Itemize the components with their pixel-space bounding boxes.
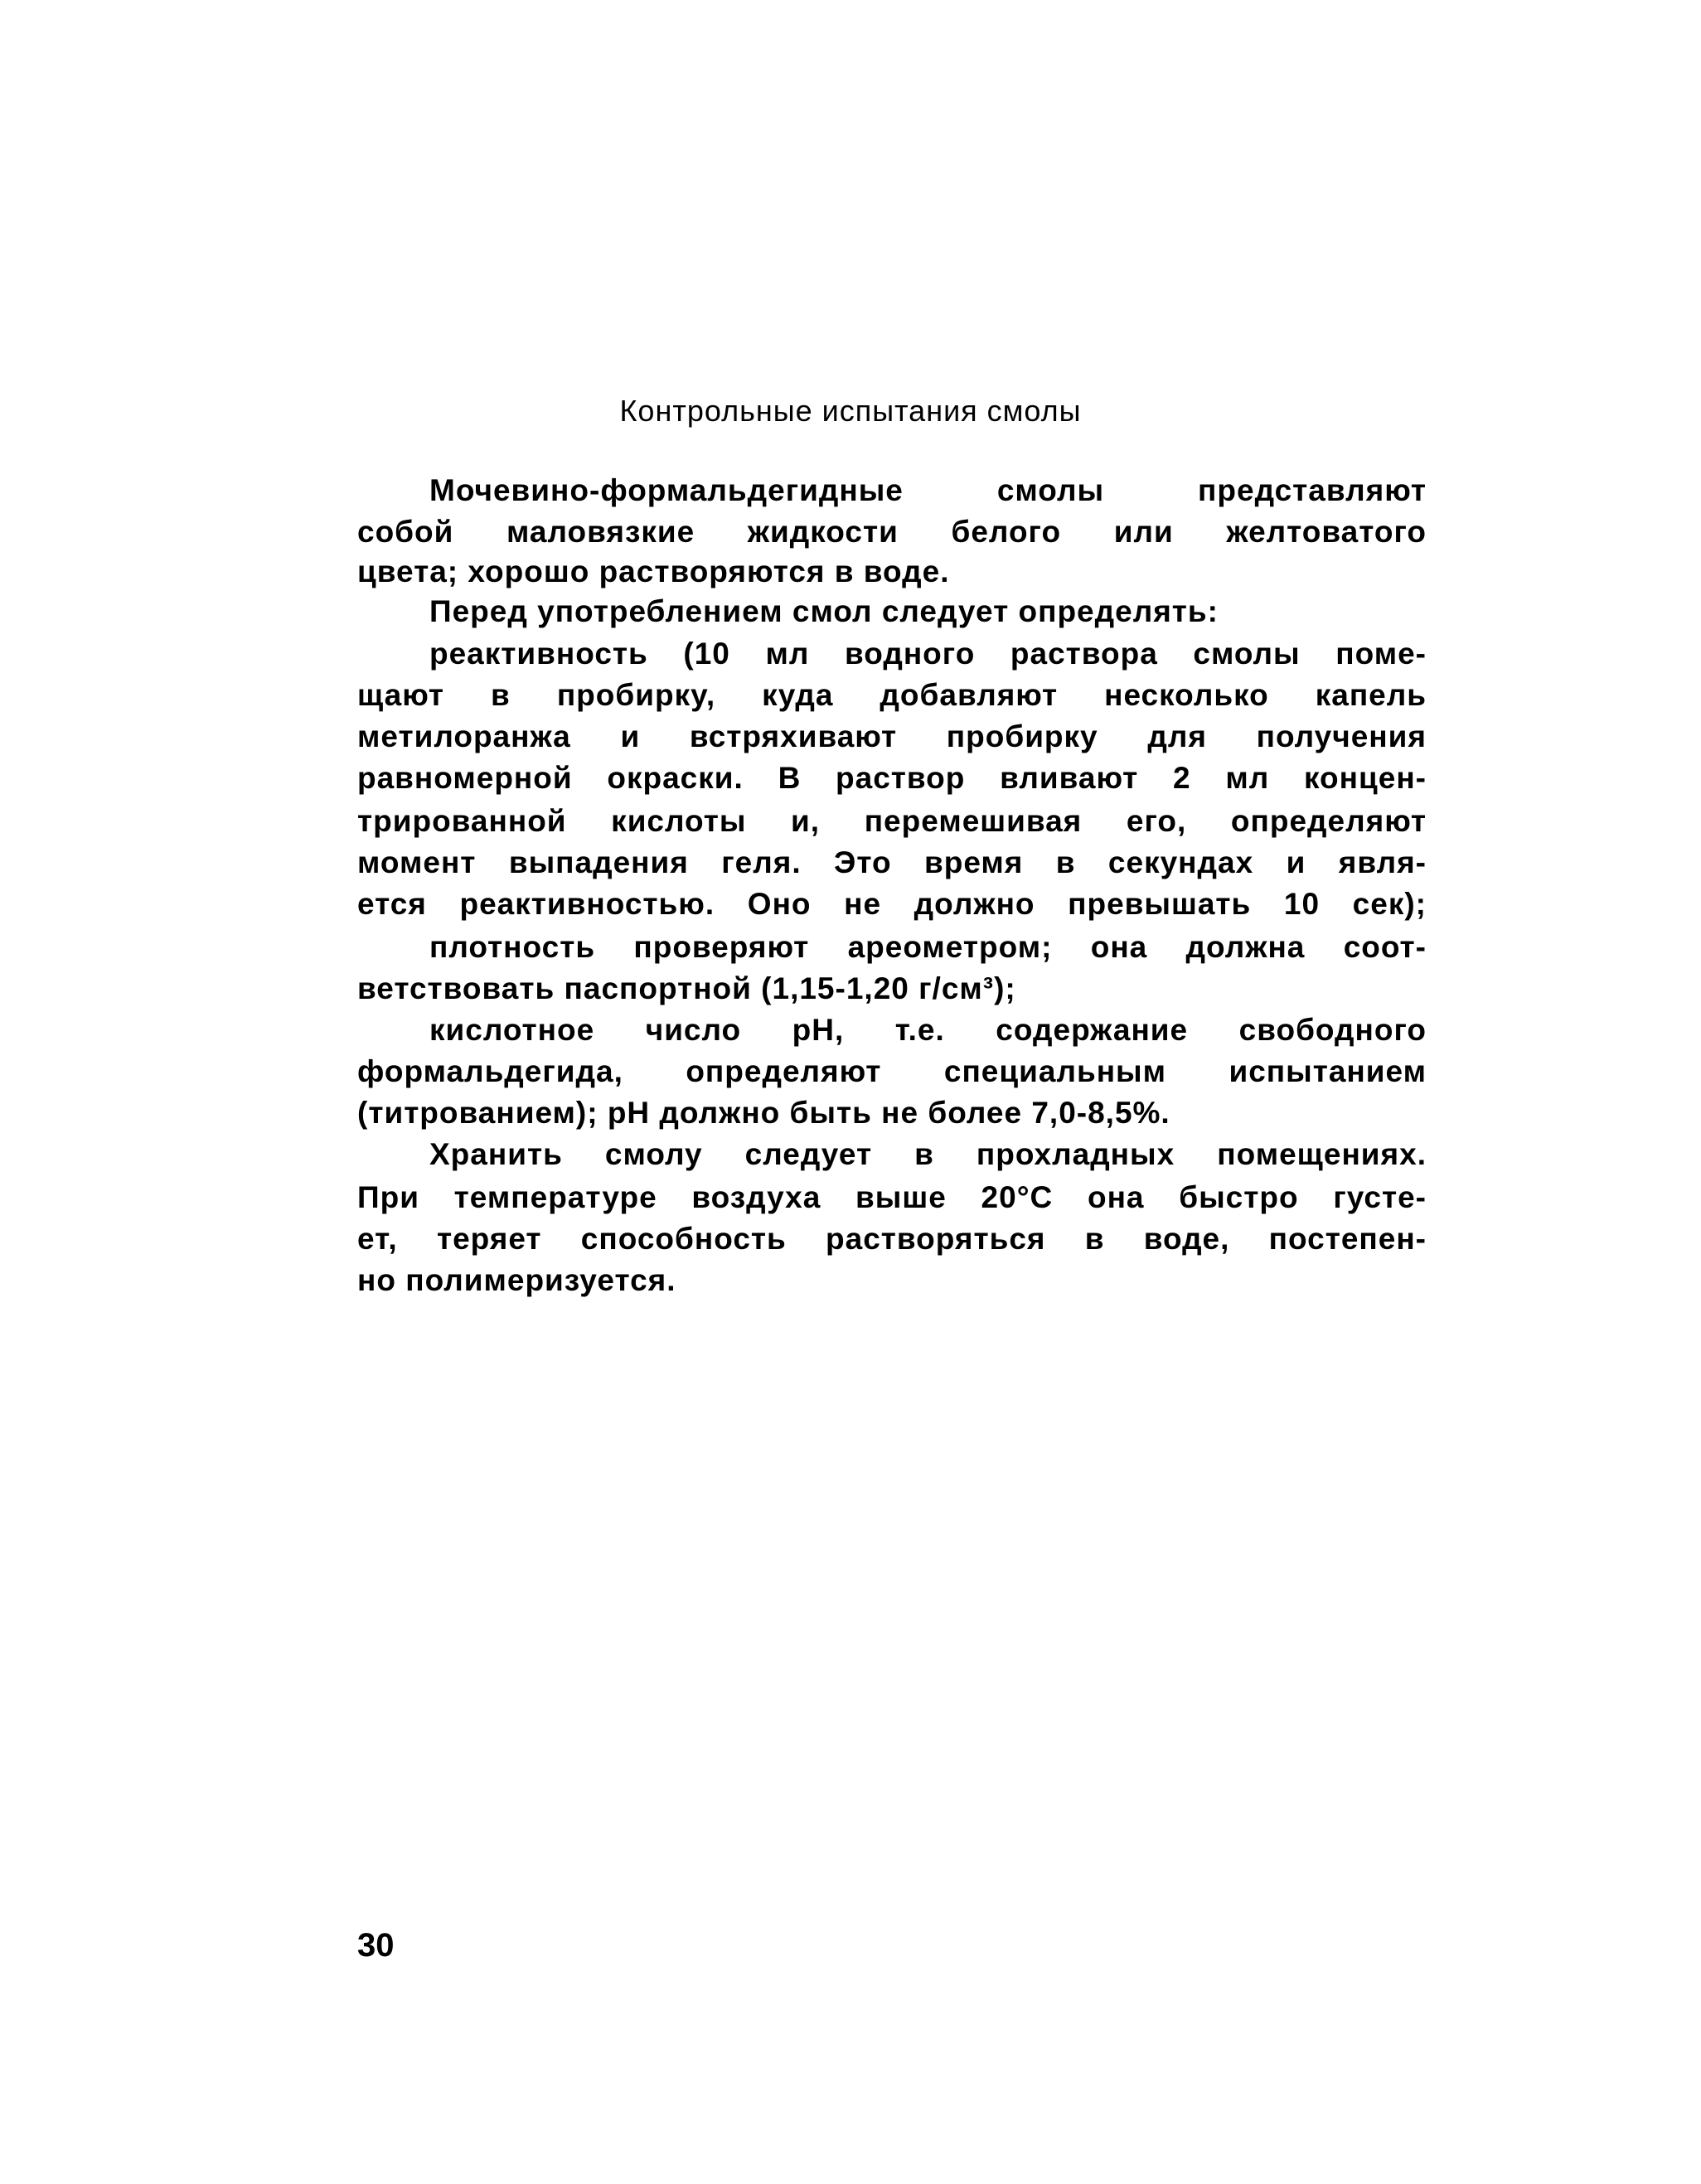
section-title: Контрольные испытания смолы: [619, 394, 1082, 428]
text-line: ветствовать паспортной (1,15-1,20 г/см³);: [357, 971, 1016, 1005]
text-line: Перед употреблением смол следует определять:: [429, 594, 1219, 628]
text-line: ет, теряет способность растворяться в воде, постепен-: [357, 1222, 1427, 1256]
text-line: (титрованием); pH должно быть не более 7,0-8,5%.: [357, 1096, 1170, 1130]
text-line: момент выпадения геля. Это время в секундах и явля-: [357, 845, 1427, 879]
text-line: щают в пробирку, куда добавляют несколько капель: [357, 678, 1427, 712]
text-line: формальдегида, определяют специальным испытанием: [357, 1054, 1427, 1088]
text-line: трированной кислоты и, перемешивая его, определяют: [357, 804, 1427, 838]
text-line: Хранить смолу следует в прохладных помещениях.: [429, 1137, 1427, 1171]
text-line: плотность проверяют ареометром; она должна соот-: [429, 930, 1427, 964]
text-line: Мочевино-формальдегидные смолы представляют: [429, 473, 1427, 507]
text-line: кислотное число pH, т.е. содержание свободного: [429, 1013, 1427, 1047]
text-line: собой маловязкие жидкости белого или желтоватого: [357, 515, 1427, 549]
text-line: но полимеризуется.: [357, 1263, 676, 1297]
text-line: цвета; хорошо растворяются в воде.: [357, 554, 950, 588]
text-line: метилоранжа и встряхивают пробирку для получения: [357, 719, 1427, 753]
text-line: реактивность (10 мл водного раствора смолы поме-: [429, 637, 1427, 671]
text-line: При температуре воздуха выше 20°С она быстро густе-: [357, 1180, 1427, 1214]
text-line: равномерной окраски. В раствор вливают 2 мл концен-: [357, 761, 1427, 795]
text-line: ется реактивностью. Оно не должно превышать 10 сек);: [357, 887, 1427, 921]
page-number: 30: [357, 1927, 395, 1964]
